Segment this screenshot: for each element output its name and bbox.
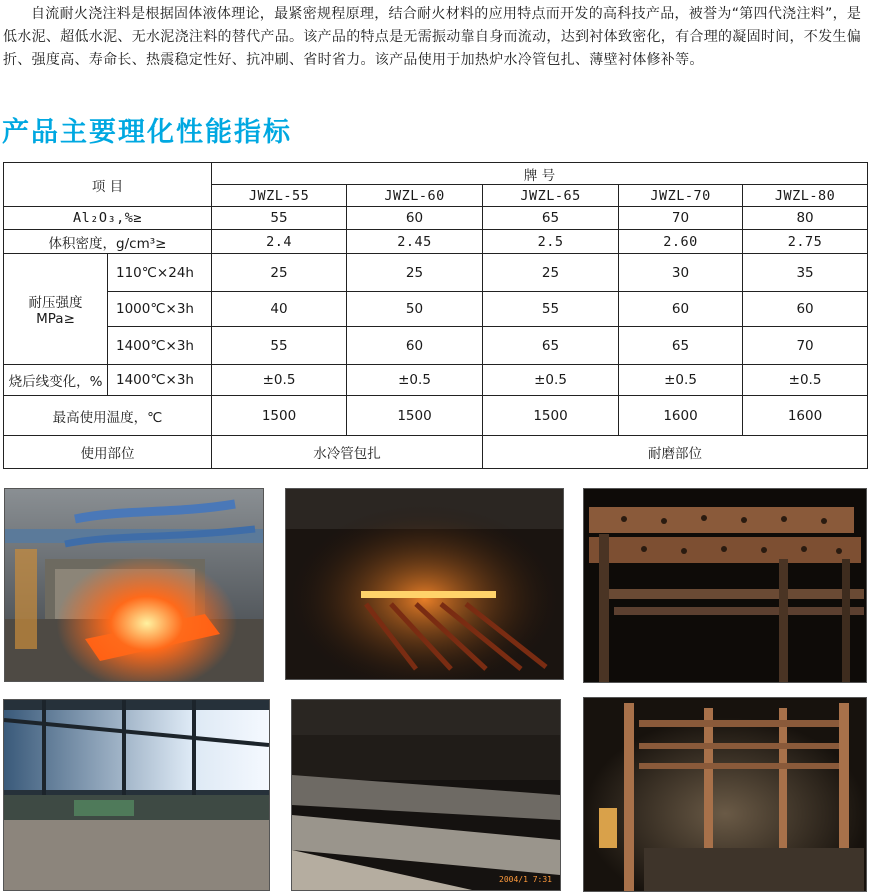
maxtemp-cell: 1500 bbox=[347, 396, 483, 436]
strength-cell: 55 bbox=[212, 327, 347, 365]
linear-cell: ±0.5 bbox=[483, 365, 619, 396]
usage-label: 使用部位 bbox=[4, 436, 212, 469]
grade-cell: JWZL-55 bbox=[212, 185, 347, 207]
al2o3-cell: 70 bbox=[619, 207, 743, 230]
al2o3-cell: 80 bbox=[743, 207, 868, 230]
usage-cell: 耐磨部位 bbox=[483, 436, 868, 469]
strength-cell: 65 bbox=[483, 327, 619, 365]
strength-cell: 70 bbox=[743, 327, 868, 365]
density-cell: 2.60 bbox=[619, 230, 743, 254]
table-row bbox=[4, 436, 868, 469]
strength-cell: 25 bbox=[347, 254, 483, 292]
table-row bbox=[4, 163, 868, 185]
furnace-photo-2-image bbox=[286, 489, 563, 679]
skid-pipe-photo-2-image bbox=[584, 698, 866, 891]
workshop-photo bbox=[3, 699, 270, 891]
density-cell: 2.5 bbox=[483, 230, 619, 254]
strength-cell: 40 bbox=[212, 292, 347, 327]
al2o3-label: Al₂O₃,%≥ bbox=[4, 207, 212, 230]
strength-cell: 60 bbox=[619, 292, 743, 327]
linear-cell: ±0.5 bbox=[743, 365, 868, 396]
brand-header: 牌 号 bbox=[212, 163, 868, 185]
skid-pipe-photo-1 bbox=[583, 488, 867, 683]
table-row bbox=[4, 365, 868, 396]
maxtemp-cell: 1500 bbox=[483, 396, 619, 436]
strength-condition: 1000℃×3h bbox=[108, 292, 212, 327]
strength-cell: 60 bbox=[347, 327, 483, 365]
strength-condition: 1400℃×3h bbox=[108, 327, 212, 365]
density-label: 体积密度，g/cm³≥ bbox=[4, 230, 212, 254]
photo-date-stamp: 2004/1 7:31 bbox=[499, 875, 552, 884]
table-row bbox=[4, 230, 868, 254]
table-row bbox=[4, 396, 868, 436]
furnace-photo-2 bbox=[285, 488, 564, 680]
furnace-photo-1 bbox=[4, 488, 264, 682]
workshop-photo-image bbox=[4, 700, 269, 890]
table-row bbox=[4, 207, 868, 230]
density-cell: 2.75 bbox=[743, 230, 868, 254]
linear-cell: ±0.5 bbox=[347, 365, 483, 396]
strength-cell: 50 bbox=[347, 292, 483, 327]
al2o3-cell: 60 bbox=[347, 207, 483, 230]
pipe-photo-image bbox=[292, 700, 560, 890]
strength-cell: 65 bbox=[619, 327, 743, 365]
spec-table bbox=[3, 162, 868, 469]
usage-cell: 水冷管包扎 bbox=[212, 436, 483, 469]
grade-cell: JWZL-65 bbox=[483, 185, 619, 207]
strength-cell: 25 bbox=[212, 254, 347, 292]
strength-condition: 110℃×24h bbox=[108, 254, 212, 292]
al2o3-cell: 55 bbox=[212, 207, 347, 230]
maxtemp-cell: 1500 bbox=[212, 396, 347, 436]
table-row bbox=[4, 292, 868, 327]
linear-cell: ±0.5 bbox=[212, 365, 347, 396]
grade-cell: JWZL-70 bbox=[619, 185, 743, 207]
linear-condition: 1400℃×3h bbox=[108, 365, 212, 396]
linear-label: 烧后线变化，% bbox=[4, 365, 108, 396]
maxtemp-cell: 1600 bbox=[619, 396, 743, 436]
strength-label bbox=[4, 254, 108, 365]
al2o3-cell: 65 bbox=[483, 207, 619, 230]
maxtemp-label: 最高使用温度，℃ bbox=[4, 396, 212, 436]
item-header: 项 目 bbox=[4, 163, 212, 207]
strength-cell: 35 bbox=[743, 254, 868, 292]
grade-cell: JWZL-60 bbox=[347, 185, 483, 207]
linear-cell: ±0.5 bbox=[619, 365, 743, 396]
intro-paragraph: 自流耐火浇注料是根据固体液体理论，最紧密规程原理，结合耐火材料的应用特点而开发的高科技产品，被誉为“第四代浇注料”，是低水泥、超低水泥、无水泥浇注料的替代产品。该产品的特点是无需振动靠自身而流动，达到衬体致密化，有合理的凝固时间，不发生偏折、强度高、寿命长、热震稳定性好、抗冲刷、省时省力。该产品使用于加热炉水冷管包扎、薄壁衬体修补等。 bbox=[3, 6, 862, 68]
pipe-photo bbox=[291, 699, 561, 891]
strength-cell: 25 bbox=[483, 254, 619, 292]
section-title: 产品主要理化性能指标 bbox=[2, 117, 292, 148]
strength-cell: 60 bbox=[743, 292, 868, 327]
strength-label-line1: 耐压强度 bbox=[28, 295, 83, 311]
skid-pipe-photo-2 bbox=[583, 697, 867, 892]
density-cell: 2.45 bbox=[347, 230, 483, 254]
table-row bbox=[4, 254, 868, 292]
strength-cell: 55 bbox=[483, 292, 619, 327]
maxtemp-cell: 1600 bbox=[743, 396, 868, 436]
strength-label-line2: MPa≥ bbox=[36, 311, 75, 327]
skid-pipe-photo-1-image bbox=[584, 489, 866, 682]
density-cell: 2.4 bbox=[212, 230, 347, 254]
table-row bbox=[4, 327, 868, 365]
grade-cell: JWZL-80 bbox=[743, 185, 868, 207]
strength-cell: 30 bbox=[619, 254, 743, 292]
furnace-photo-1-image bbox=[5, 489, 263, 681]
